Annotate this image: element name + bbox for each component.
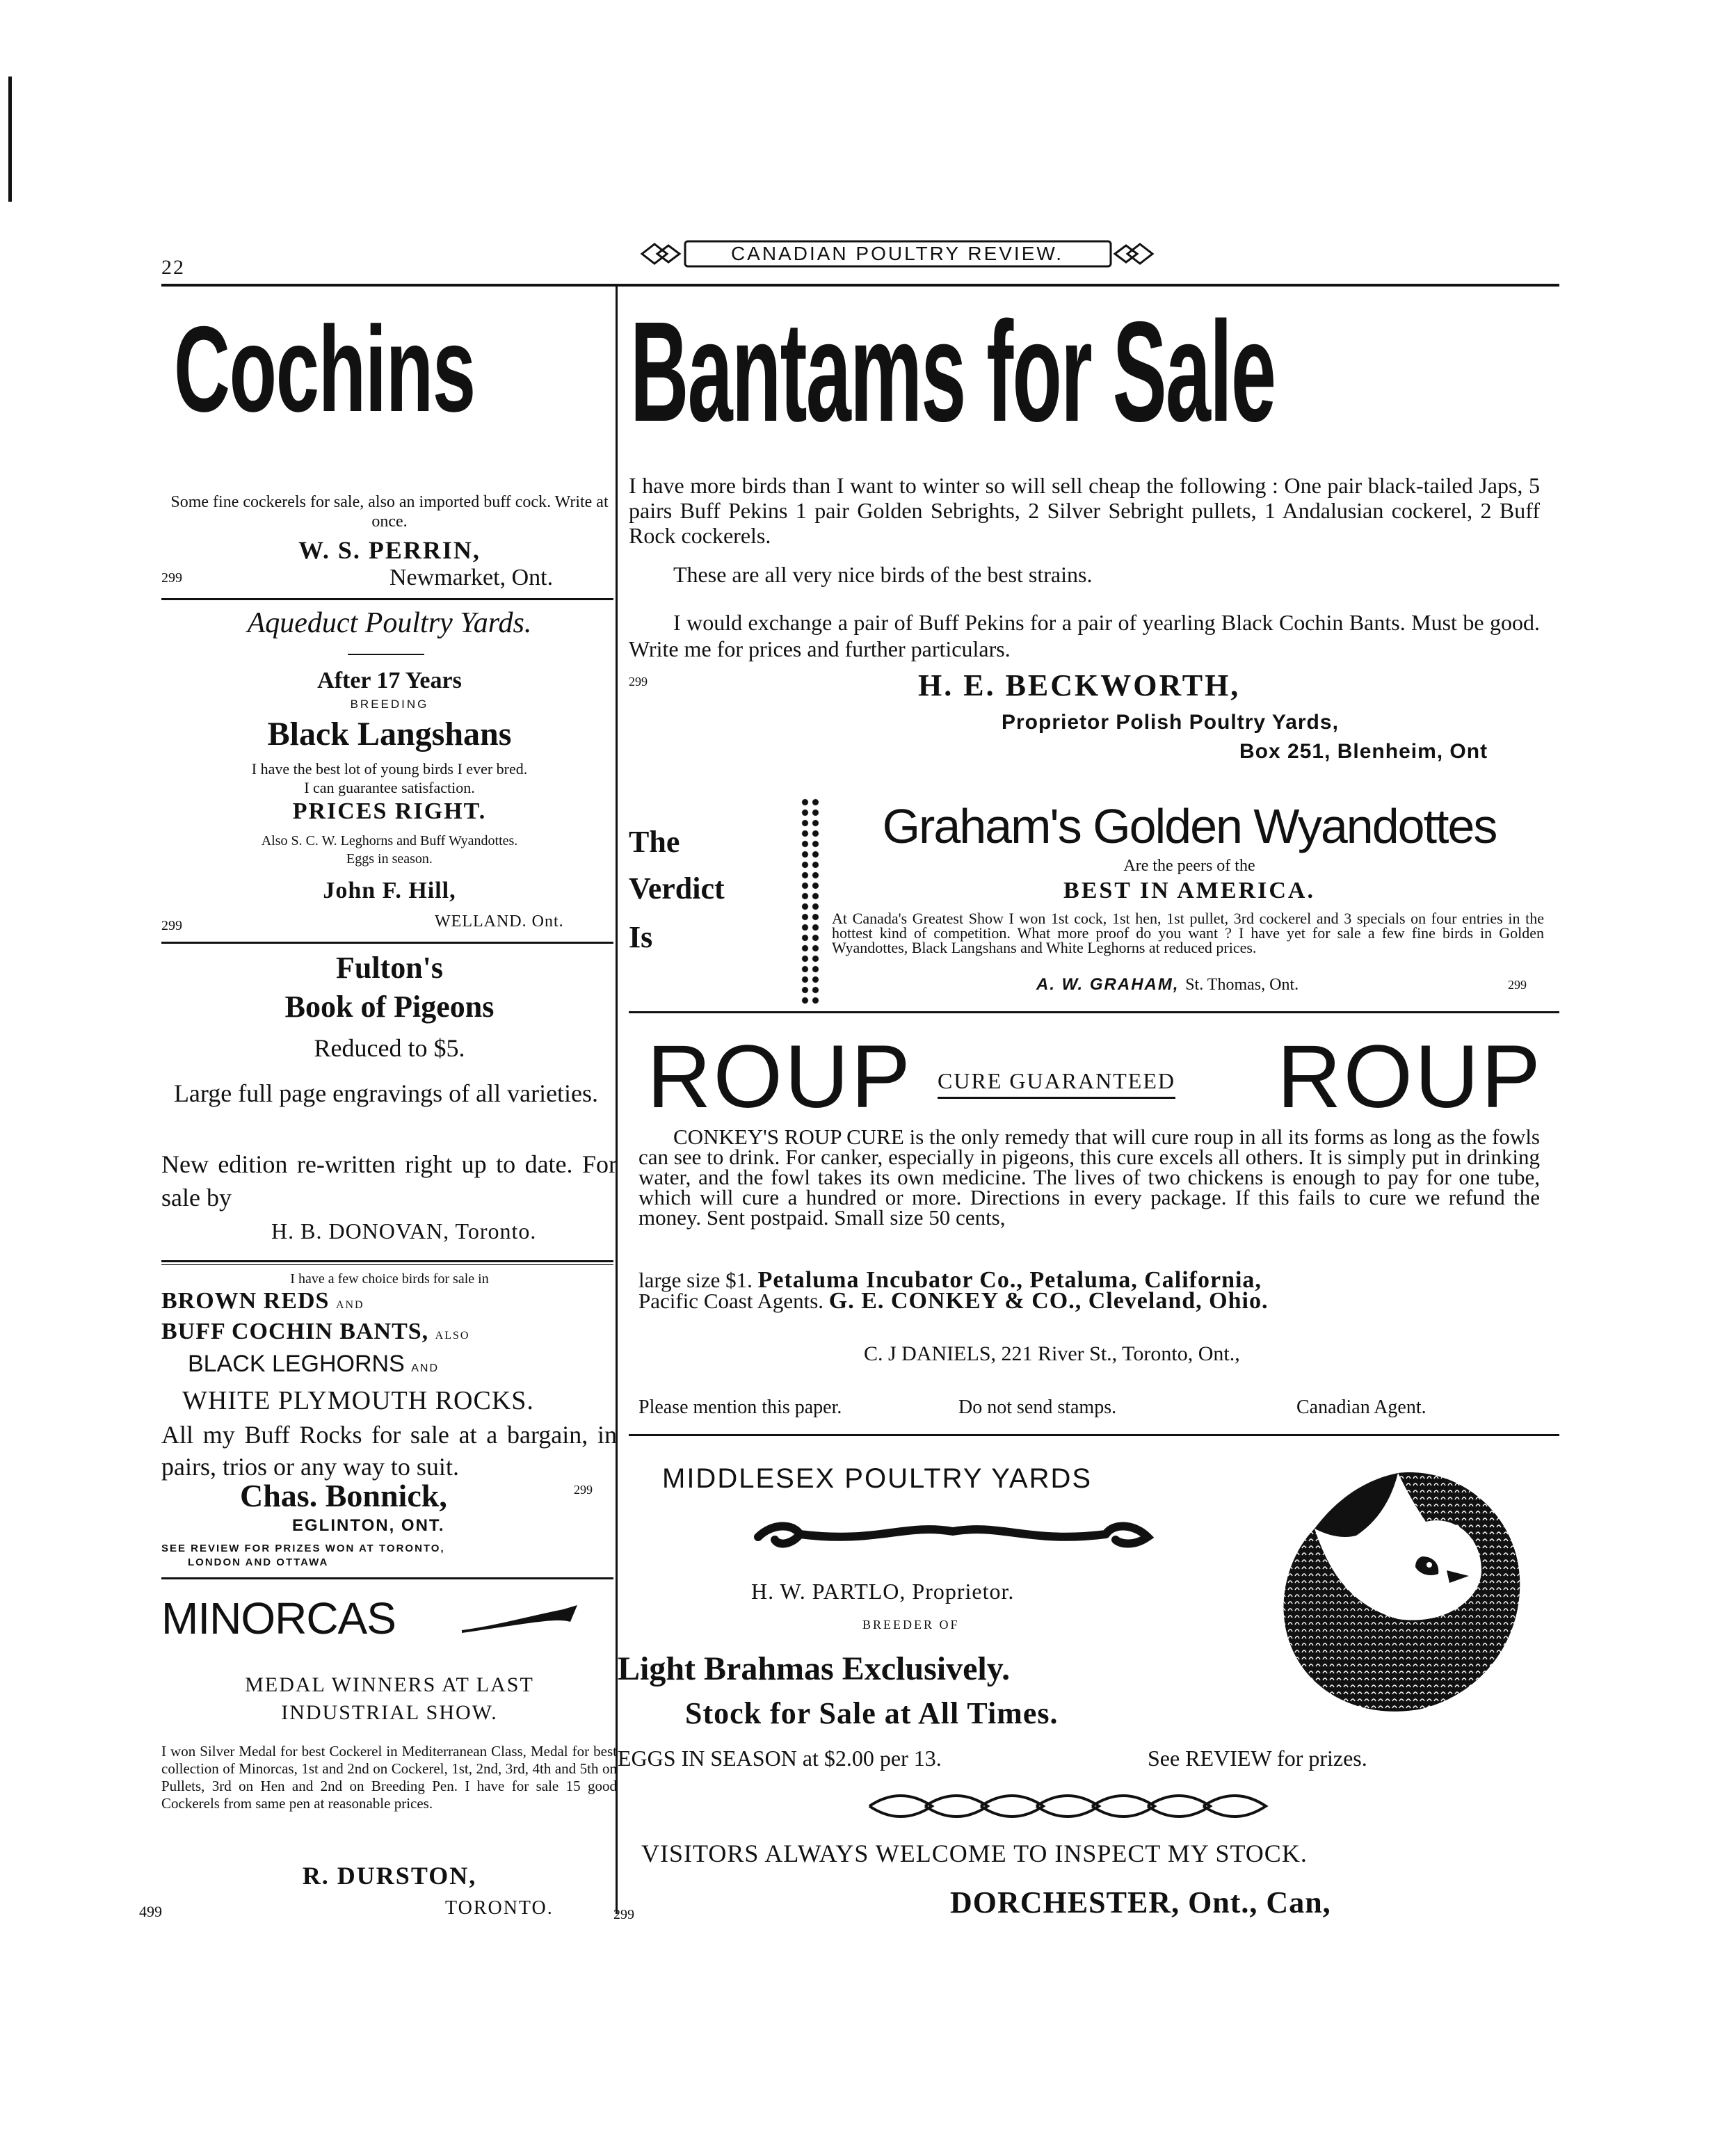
bantams-line2: Box 251, Blenheim, Ont bbox=[1239, 740, 1488, 763]
roup-line-b1: Pacific Coast Agents. bbox=[638, 1289, 824, 1313]
middlesex-headline: Light Brahmas Exclusively. bbox=[618, 1650, 1011, 1687]
bonnick-code: 299 bbox=[574, 1483, 593, 1497]
aqueduct-line5: I can guarantee satisfaction. bbox=[304, 779, 475, 796]
bantams-para1: I have more birds than I want to winter so will sell cheap the following : One pair black-tailed Japs, 5 pairs Buff Pekins 1 pair Golden Sebrights, 2 Silver Sebright pullets, 1 Andalusian cockerel, 2 Buff Rock cockerels. bbox=[629, 473, 1540, 548]
cochins-location: Newmarket, Ont. bbox=[389, 565, 554, 590]
bonnick-intro: I have a few choice birds for sale in bbox=[290, 1271, 489, 1287]
masthead-title: CANADIAN POULTRY REVIEW. bbox=[730, 243, 1064, 264]
roup-word2: ROUP bbox=[1277, 1027, 1543, 1127]
graham-title: Graham's Golden Wyandottes bbox=[882, 799, 1497, 853]
bonnick-line3a: BLACK LEGHORNS bbox=[188, 1351, 405, 1377]
graham-advertiser bbox=[1036, 975, 1299, 995]
aqueduct-line6: PRICES RIGHT. bbox=[292, 798, 487, 824]
bonnick-line4: WHITE PLYMOUTH ROCKS. bbox=[182, 1386, 534, 1415]
divider-4 bbox=[161, 1577, 613, 1579]
middlesex-breeder: BREEDER OF bbox=[862, 1618, 960, 1632]
fulton-title1: Fulton's bbox=[335, 951, 444, 985]
cochins-title: Cochins bbox=[174, 302, 475, 437]
bantams-para2: These are all very nice birds of the best strains. bbox=[673, 562, 1093, 587]
cochins-code: 299 bbox=[161, 570, 182, 586]
aqueduct-line3: Black Langshans bbox=[267, 716, 512, 752]
bonnick-note2: LONDON AND OTTAWA bbox=[188, 1556, 329, 1568]
fulton-title2: Book of Pigeons bbox=[284, 990, 495, 1024]
minorcas-sub1: MEDAL WINNERS AT LAST bbox=[245, 1673, 534, 1696]
divider-graham bbox=[629, 1011, 1559, 1013]
divider-1 bbox=[161, 598, 613, 600]
fulton-price: Reduced to $5. bbox=[314, 1034, 465, 1062]
aqueduct-code: 299 bbox=[161, 918, 182, 933]
bonnick-line2 bbox=[161, 1319, 469, 1345]
middlesex-see: See REVIEW for prizes. bbox=[1148, 1746, 1367, 1771]
aqueduct-location: WELLAND. Ont. bbox=[435, 912, 564, 931]
roup-para: CONKEY'S ROUP CURE is the only remedy that will cure roup in all its forms as long as the fowls can see to drink. For canker, especially in pigeons, this cure excels all others. It is simply put in drinking water, and the fowl takes its own medicine. The lives of two chickens is enough to pay for one tube, which will cure a hundred or more. Directions in every package. If this fails to cure we refund the money. Sent postpaid. Small size 50 cents, bbox=[638, 1125, 1540, 1230]
masthead bbox=[636, 233, 1158, 275]
bantams-para3: I would exchange a pair of Buff Pekins for a pair of yearling Black Cochin Bants. Must be good. Write me for prices and further particulars. bbox=[629, 610, 1540, 661]
graham-advertiser-name: A. W. GRAHAM, bbox=[1036, 975, 1180, 994]
middlesex-visitors: VISITORS ALWAYS WELCOME TO INSPECT MY STOCK. bbox=[641, 1840, 1308, 1867]
roup-line-a2: Petaluma Incubator Co., Petaluma, California, bbox=[757, 1267, 1262, 1293]
middlesex-code: 299 bbox=[613, 1907, 634, 1922]
divider-2 bbox=[161, 942, 613, 944]
minorcas-arrow-ornament bbox=[459, 1598, 584, 1640]
graham-dotted-border bbox=[800, 797, 821, 1004]
bonnick-line2b: ALSO bbox=[435, 1330, 470, 1342]
aqueduct-line1: After 17 Years bbox=[317, 668, 462, 693]
roup-word1: ROUP bbox=[647, 1027, 913, 1127]
divider-roup bbox=[629, 1434, 1559, 1436]
light-brahma-illustration bbox=[1273, 1459, 1530, 1723]
bantams-line1: Proprietor Polish Poultry Yards, bbox=[1002, 711, 1339, 734]
graham-side1: The bbox=[629, 825, 680, 859]
top-rule bbox=[161, 284, 1559, 287]
binding-mark bbox=[8, 77, 12, 202]
minorcas-advertiser: R. DURSTON, bbox=[302, 1862, 477, 1890]
divider-3 bbox=[161, 1260, 613, 1262]
graham-code: 299 bbox=[1508, 978, 1527, 992]
bonnick-line3b: AND bbox=[411, 1362, 439, 1374]
aqueduct-line2: BREEDING bbox=[350, 698, 429, 711]
bonnick-line1a: BROWN REDS bbox=[161, 1288, 330, 1314]
aqueduct-short-rule bbox=[348, 654, 424, 655]
fulton-seller: H. B. DONOVAN, Toronto. bbox=[271, 1218, 537, 1243]
aqueduct-line7: Also S. C. W. Leghorns and Buff Wyandottes. bbox=[261, 833, 518, 848]
roup-line-b2: G. E. CONKEY & CO., Cleveland, Ohio. bbox=[828, 1288, 1269, 1314]
graham-headline: BEST IN AMERICA. bbox=[1063, 878, 1315, 903]
graham-text: At Canada's Greatest Show I won 1st cock, 1st hen, 1st pullet, 3rd cockerel and 3 specials on four entries in the hottest kind of competition. What more proof do you want ? I have yet for sale a few fine birds in Golden Wyandottes, Black Langshans and White Leghorns at reduced prices. bbox=[832, 910, 1544, 956]
roup-middle: CURE GUARANTEED bbox=[938, 1068, 1175, 1099]
cochins-advertiser: W. S. PERRIN, bbox=[298, 536, 481, 564]
divider-3b bbox=[161, 1264, 613, 1265]
roup-footer-left: Please mention this paper. bbox=[638, 1396, 842, 1418]
roup-agent: C. J DANIELS, 221 River St., Toronto, Ont., bbox=[864, 1342, 1240, 1365]
minorcas-location: TORONTO. bbox=[445, 1897, 554, 1919]
roup-footer-mid: Do not send stamps. bbox=[958, 1396, 1117, 1418]
cochins-text: Some fine cockerels for sale, also an imported buff cock. Write at once. bbox=[170, 493, 609, 531]
middlesex-leaf-ornament bbox=[862, 1789, 1294, 1824]
roup-line-b bbox=[638, 1288, 1268, 1314]
minorcas-title: MINORCAS bbox=[161, 1593, 396, 1643]
minorcas-text: I won Silver Medal for best Cockerel in Mediterranean Class, Medal for best collection of Minorcas, 1st and 2nd on Cockerel, 1st, 2nd, 3rd, 4th and 5th on Pullets, 3rd on Hen and 2nd on Breeding Pen. I have for sale 15 good Cockerels from same pen at reasonable prices. bbox=[161, 1743, 617, 1812]
middlesex-location: DORCHESTER, Ont., Can, bbox=[950, 1885, 1331, 1919]
bonnick-line3 bbox=[188, 1351, 439, 1378]
graham-location: St. Thomas, Ont. bbox=[1185, 976, 1299, 994]
bonnick-location: EGLINTON, ONT. bbox=[292, 1516, 445, 1535]
middlesex-eggs: EGGS IN SEASON at $2.00 per 13. bbox=[618, 1746, 942, 1771]
graham-side2: Verdict bbox=[629, 871, 725, 905]
bantams-title: Bantams for Sale bbox=[630, 292, 1276, 451]
graham-sub: Are the peers of the bbox=[1123, 857, 1255, 875]
fulton-line2: New edition re-written right up to date. For sale by bbox=[161, 1150, 617, 1212]
middlesex-proprietor: H. W. PARTLO, Proprietor. bbox=[751, 1579, 1015, 1604]
middlesex-scroll-ornament bbox=[751, 1516, 1155, 1558]
aqueduct-title: Aqueduct Poultry Yards. bbox=[247, 607, 532, 639]
bonnick-line1b: AND bbox=[335, 1299, 364, 1311]
bantams-advertiser: H. E. BECKWORTH, bbox=[918, 668, 1241, 702]
middlesex-stock: Stock for Sale at All Times. bbox=[685, 1696, 1059, 1730]
bonnick-line5: All my Buff Rocks for sale at a bargain, in pairs, trios or any way to suit. bbox=[161, 1421, 617, 1481]
bantams-code: 299 bbox=[629, 675, 648, 689]
roup-footer-right: Canadian Agent. bbox=[1296, 1396, 1426, 1418]
page-number: 22 bbox=[161, 256, 185, 279]
bonnick-line2a: BUFF COCHIN BANTS, bbox=[161, 1319, 429, 1344]
roup-line-a1: large size $1. bbox=[638, 1268, 753, 1292]
middlesex-title: MIDDLESEX POULTRY YARDS bbox=[662, 1463, 1093, 1494]
fulton-line1: Large full page engravings of all varieties. bbox=[173, 1079, 599, 1107]
aqueduct-line4: I have the best lot of young birds I ever bred. bbox=[251, 760, 528, 778]
minorcas-sub2: INDUSTRIAL SHOW. bbox=[281, 1701, 498, 1724]
aqueduct-line8: Eggs in season. bbox=[346, 851, 433, 867]
bonnick-note1: SEE REVIEW FOR PRIZES WON AT TORONTO, bbox=[161, 1543, 445, 1554]
aqueduct-advertiser: John F. Hill, bbox=[323, 878, 456, 903]
bonnick-line1 bbox=[161, 1288, 364, 1314]
minorcas-code: 499 bbox=[139, 1903, 162, 1920]
bonnick-advertiser: Chas. Bonnick, bbox=[240, 1478, 447, 1513]
graham-side3: Is bbox=[629, 920, 653, 954]
